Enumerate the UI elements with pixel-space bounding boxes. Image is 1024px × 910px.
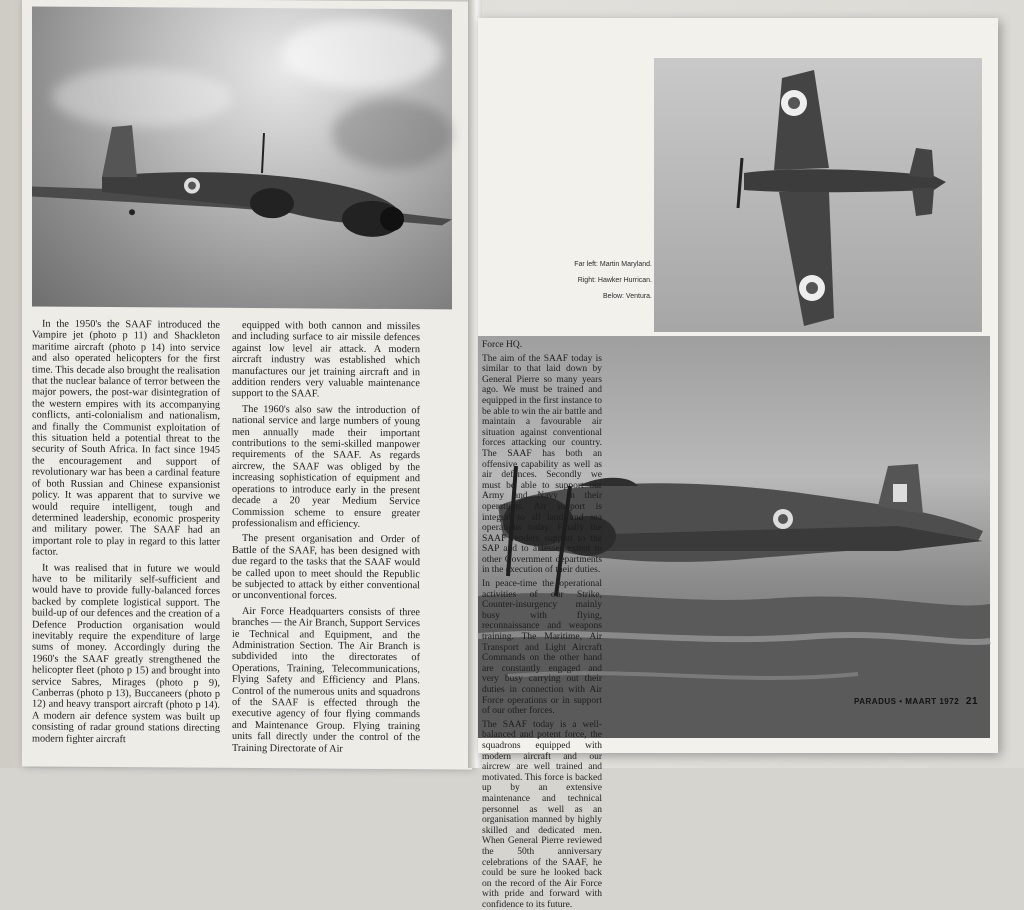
maryland-aircraft-graphic: [32, 6, 452, 309]
footer-bullet: •: [899, 697, 903, 706]
magazine-name: PARADUS: [854, 697, 897, 706]
paragraph: In the 1950's the SAAF introduced the Vampire jet (photo p 11) and Shackleton maritime aircraft (photo p 14) into service and also operated helicopters for the first time. This decade also brought the realisation that the nuclear balance of terror between the major powers, the post-war disintegration of the western empires with its accompanying conflicts, anti-colonialism and nationalism, and finally the Communist exploitation of this situation held a potential threat to the security of South Africa. In fact since 1945 the encouragement and support of revolutionary war has been a cardinal feature of both Russian and Chinese expansionist policy. It was apparent that to survive we would require intelligent, tough and determined leadership, economic prosperity and military power. The SAAF had an important role to play in regard to this latter factor.: [32, 318, 220, 558]
right-page: [478, 18, 998, 910]
paragraph: The aim of the SAAF today is similar to that laid down by General Pierre so many years ago. We must be trained and equipped in the first instance to be able to win the air battle and maintain a favourable air situation against conventional forces attacking our country. The SAAF has both an offensive capability as well as air defences. Secondly we must be able to support our Army and Navy in their operations. Air support is integral to all land and sea operations today. Finally the SAAF renders support to the SAP and to a lesser extent to other Government departments in the execution of their duties.: [482, 353, 602, 576]
photo-martin-maryland: [32, 6, 452, 309]
page-number: 21: [965, 696, 979, 707]
paragraph: Air Force Headquarters consists of three branches — the Air Branch, Support Services ie Technical and Equipment, and the Administration Section. The Air Branch is subdivided into the directorates of Operations, Training, Telecommunications, Flying Safety and Efficiency and Plans. Control of the numerous units and squadrons of the SAAF is effected through the executive agency of four flying commands and Maintenance Group. Flying training units fall directly under the control of the Training Directorate of Air: [232, 605, 420, 755]
page-footer: [854, 696, 978, 707]
text-column-3: [482, 340, 602, 910]
text-column-1: [32, 318, 220, 764]
paragraph: In peace-time the operational activities of our Strike, Counter-insurgency mainly busy with flying, reconnaissance and weapons training. The Maritime, Air Transport and Light Aircraft Commands on the other hand are constantly engaged and very busy carrying out their duties in connection with Air Force operations or in support of our other forces.: [482, 579, 602, 717]
paragraph: The 1960's also saw the introduction of national service and large numbers of young men annually made their important contributions to the semi-skilled manpower requirements of the SAAF. As regards aircrew, the SAAF was obliged by the increasing sophistication of equipment and operations to introduce early in the present decade a 20 year Medium Service Commission scheme to ensure greater professionalism and efficiency.: [232, 403, 420, 530]
paragraph: equipped with both cannon and missiles and including surface to air missile defences against low level air attack. A modern aircraft industry was established which manufactures our jet training aircraft and in addition renders very valuable maintenance support to the SAAF.: [232, 319, 420, 400]
paragraph: The present organisation and Order of Battle of the SAAF, has been designed with due regard to the tasks that the SAAF would be called upon to meet should the Republic be subjected to attack by either conventional or unconventional forces.: [232, 533, 420, 602]
paragraph: The SAAF today is a well-balanced and potent force, the squadrons equipped with modern aircraft and our aircrew are well trained and motivated. This force is backed up by an extensive maintenance and technical personnel as well as an organisation manned by highly skilled and dedicated men. When General Pierre reviewed the 50th anniversary celebrations of the SAAF, he could be sure he looked back on the record of the Air Force with pride and forward with confidence to its future.: [482, 719, 602, 910]
hurricane-aircraft-graphic: [654, 58, 982, 332]
photo-hawker-hurricane: [654, 58, 982, 332]
caption-hurricane: Right: Hawker Hurrican.: [577, 277, 652, 284]
paragraph: It was realised that in future we would have to be militarily self-sufficient and would have to provide fully-balanced forces backed by complete logistical support. The build-up of our defences and the creation of a Defence Production organisation would inevitably require the expenditure of large sums of money. Accordingly during the 1960's the SAAF greatly strengthened the helicopter fleet (photo p 15) and brought into service Sabres, Mirages (photo p 9), Canberras (photo p 13), Buccaneers (photo p 12) and heavy transport aircraft (photo p 14). A modern air defence system was built up consisting of radar ground stations directing modern fighter aircraft: [32, 562, 220, 745]
issue-date: MAART 1972: [905, 697, 960, 706]
caption-ventura: Below: Ventura.: [602, 293, 652, 300]
paragraph: Force HQ.: [482, 340, 523, 350]
caption-maryland: Far left: Martin Maryland.: [574, 261, 652, 268]
left-text-columns: [32, 318, 472, 766]
left-page: [22, 0, 472, 770]
text-column-2: [232, 320, 420, 766]
photo-captions: [502, 258, 652, 306]
